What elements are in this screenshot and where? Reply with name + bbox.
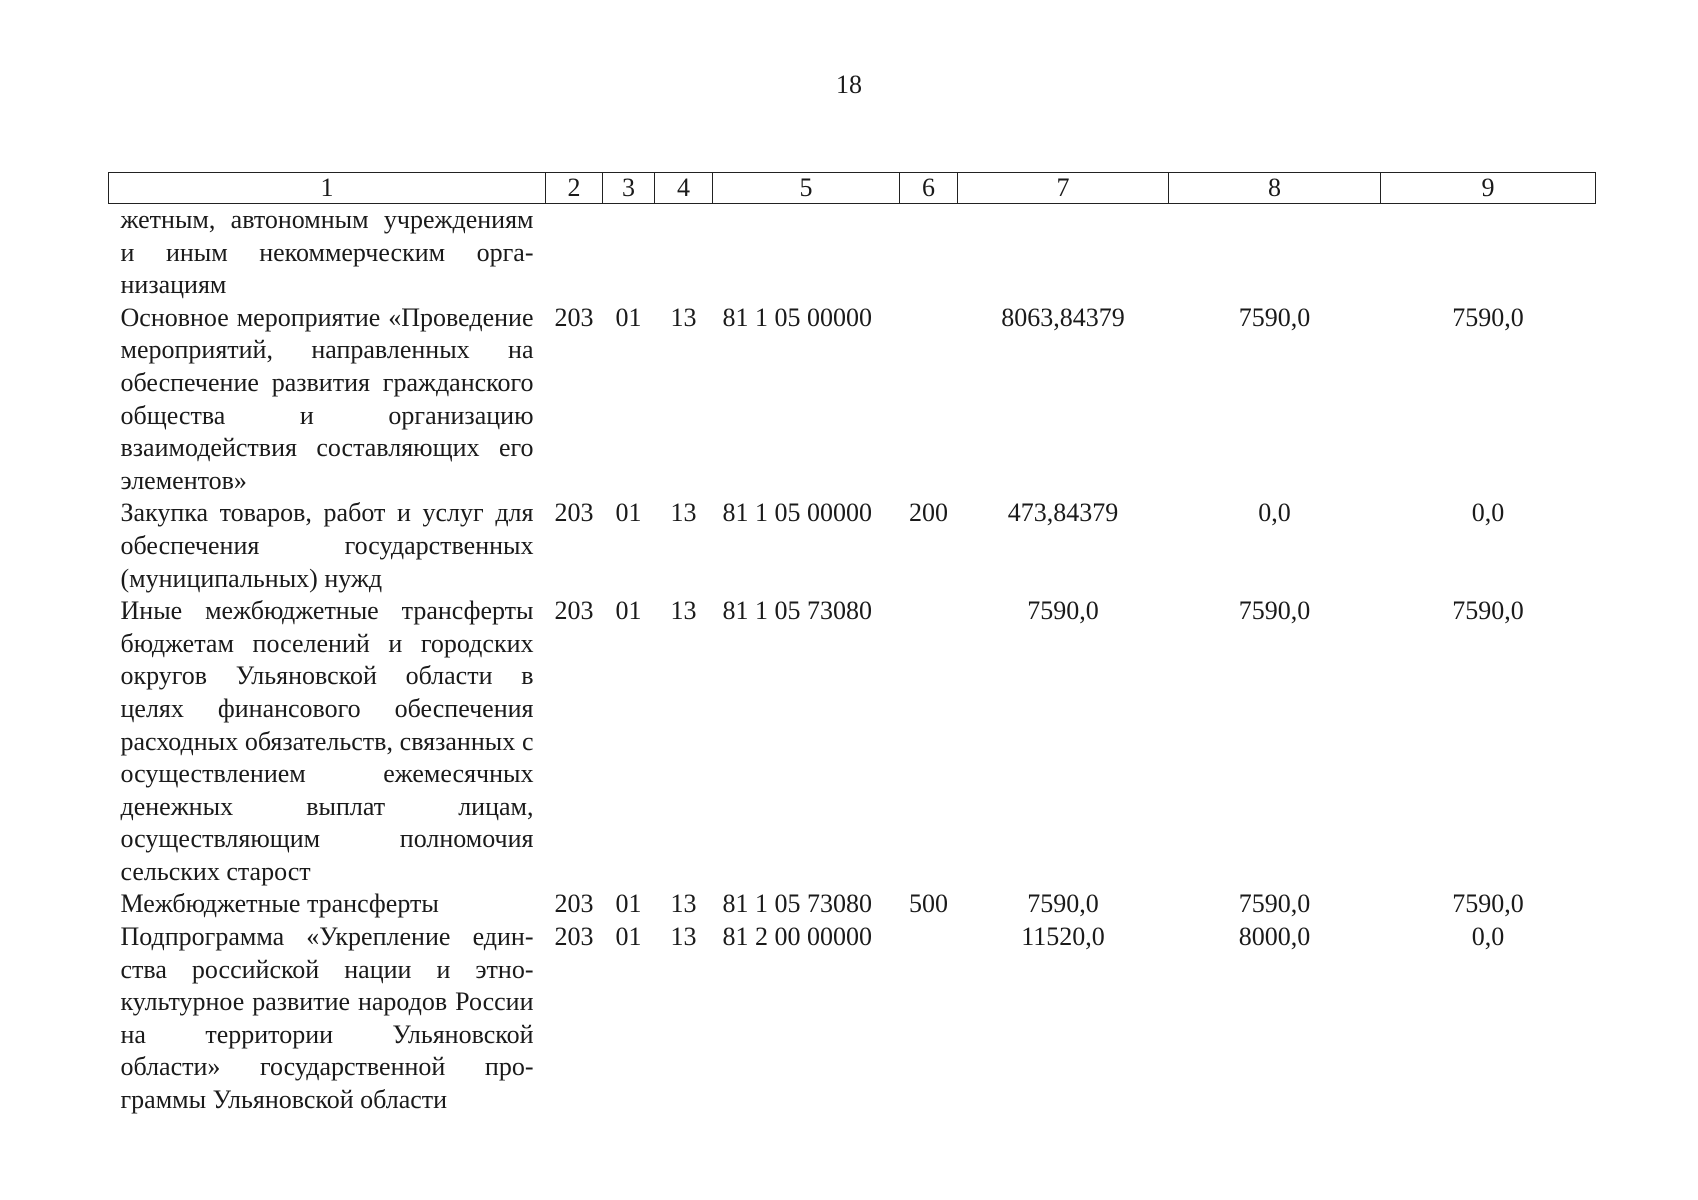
cell-amount-1: 473,84379 — [1007, 498, 1119, 528]
cell-subsection: 13 — [670, 596, 697, 626]
page-number: 18 — [836, 70, 862, 99]
row-name: Подпрограмма «Укрепление единства российской нации и этнокультурное развитие народов России на территории Ульяновской области» государственной программы Ульяновской области — [120, 922, 534, 1115]
cell-expense-type — [900, 204, 958, 302]
cell-amount-3: 0,0 — [1471, 498, 1505, 528]
header-cell: 6 — [900, 173, 958, 204]
header-cell: 7 — [958, 173, 1169, 204]
cell-target-code: 81 2 00 00000 — [722, 922, 872, 952]
row-name: Закупка товаров, работ и услуг для обеспечения государственных (муниципальных) нужд — [120, 498, 534, 593]
cell-target-code: 81 1 05 73080 — [722, 596, 872, 626]
cell-expense-type: 200 — [909, 498, 948, 528]
row-name: Основное мероприятие «Проведение мероприятий, направленных на обеспечение развития гражданского общества и организацию взаимодействия составляющих его элементов» — [120, 302, 534, 495]
cell-target-code — [713, 204, 900, 302]
row-name: жетным, автономным учреждениям и иным некоммерческим организациям — [120, 205, 534, 300]
cell-ministry: 203 — [554, 596, 594, 626]
cell-expense-type: 500 — [909, 889, 948, 919]
row-name: Межбюджетные трансферты — [120, 889, 439, 919]
cell-subsection: 13 — [670, 922, 697, 952]
cell-ministry: 203 — [554, 922, 594, 952]
cell-section: 01 — [615, 596, 642, 626]
cell-ministry: 203 — [554, 302, 594, 332]
cell-amount-3: 7590,0 — [1452, 889, 1524, 919]
cell-expense-type — [900, 302, 958, 498]
cell-amount-1: 8063,84379 — [1001, 302, 1125, 332]
cell-amount-1: 11520,0 — [1021, 922, 1105, 952]
header-cell: 5 — [713, 173, 900, 204]
header-cell: 3 — [603, 173, 655, 204]
cell-amount-2: 8000,0 — [1238, 922, 1311, 952]
budget-table — [108, 172, 1596, 1117]
table-row — [109, 204, 1596, 302]
header-cell: 1 — [109, 173, 546, 204]
cell-expense-type — [900, 595, 958, 888]
cell-ministry: 203 — [554, 889, 594, 919]
cell-target-code: 81 1 05 73080 — [722, 889, 872, 919]
cell-amount-1: 7590,0 — [1027, 889, 1099, 919]
cell-amount-3: 0,0 — [1471, 922, 1505, 952]
cell-target-code: 81 1 05 00000 — [722, 498, 872, 528]
cell-amount-2: 7590,0 — [1238, 302, 1311, 332]
cell-section — [603, 204, 655, 302]
cell-ministry: 203 — [554, 498, 594, 528]
cell-section: 01 — [615, 922, 642, 952]
cell-amount-3 — [1381, 204, 1596, 302]
cell-amount-2: 7590,0 — [1238, 889, 1311, 919]
header-cell: 8 — [1169, 173, 1381, 204]
cell-amount-2: 7590,0 — [1238, 596, 1311, 626]
cell-expense-type — [900, 921, 958, 1117]
cell-section: 01 — [615, 889, 642, 919]
cell-amount-3: 7590,0 — [1452, 302, 1524, 332]
table-row — [109, 921, 1596, 1117]
cell-subsection — [655, 204, 713, 302]
cell-subsection: 13 — [670, 889, 697, 919]
table-row — [109, 497, 1596, 595]
cell-ministry — [546, 204, 603, 302]
cell-amount-1 — [958, 204, 1169, 302]
row-name: Иные межбюджетные трансферты бюджетам поселений и городских округов Ульяновской области в целях финансового обеспечения расходных обязательств, связанных с осуществлением ежемесячных денежных выплат лицам, осуществляющим полномочия сельских старост — [120, 596, 534, 886]
header-cell: 2 — [546, 173, 603, 204]
cell-section: 01 — [615, 302, 642, 332]
cell-amount-2 — [1169, 204, 1381, 302]
header-cell: 4 — [655, 173, 713, 204]
cell-section: 01 — [615, 498, 642, 528]
table-row — [109, 302, 1596, 498]
cell-amount-2: 0,0 — [1258, 498, 1291, 528]
cell-subsection: 13 — [670, 498, 697, 528]
cell-amount-3: 7590,0 — [1452, 596, 1524, 626]
table-row — [109, 595, 1596, 888]
cell-target-code: 81 1 05 00000 — [722, 302, 872, 332]
header-row — [109, 173, 1596, 204]
table-row — [109, 888, 1596, 921]
header-cell: 9 — [1381, 173, 1596, 204]
cell-subsection: 13 — [670, 302, 697, 332]
cell-amount-1: 7590,0 — [1027, 596, 1099, 626]
